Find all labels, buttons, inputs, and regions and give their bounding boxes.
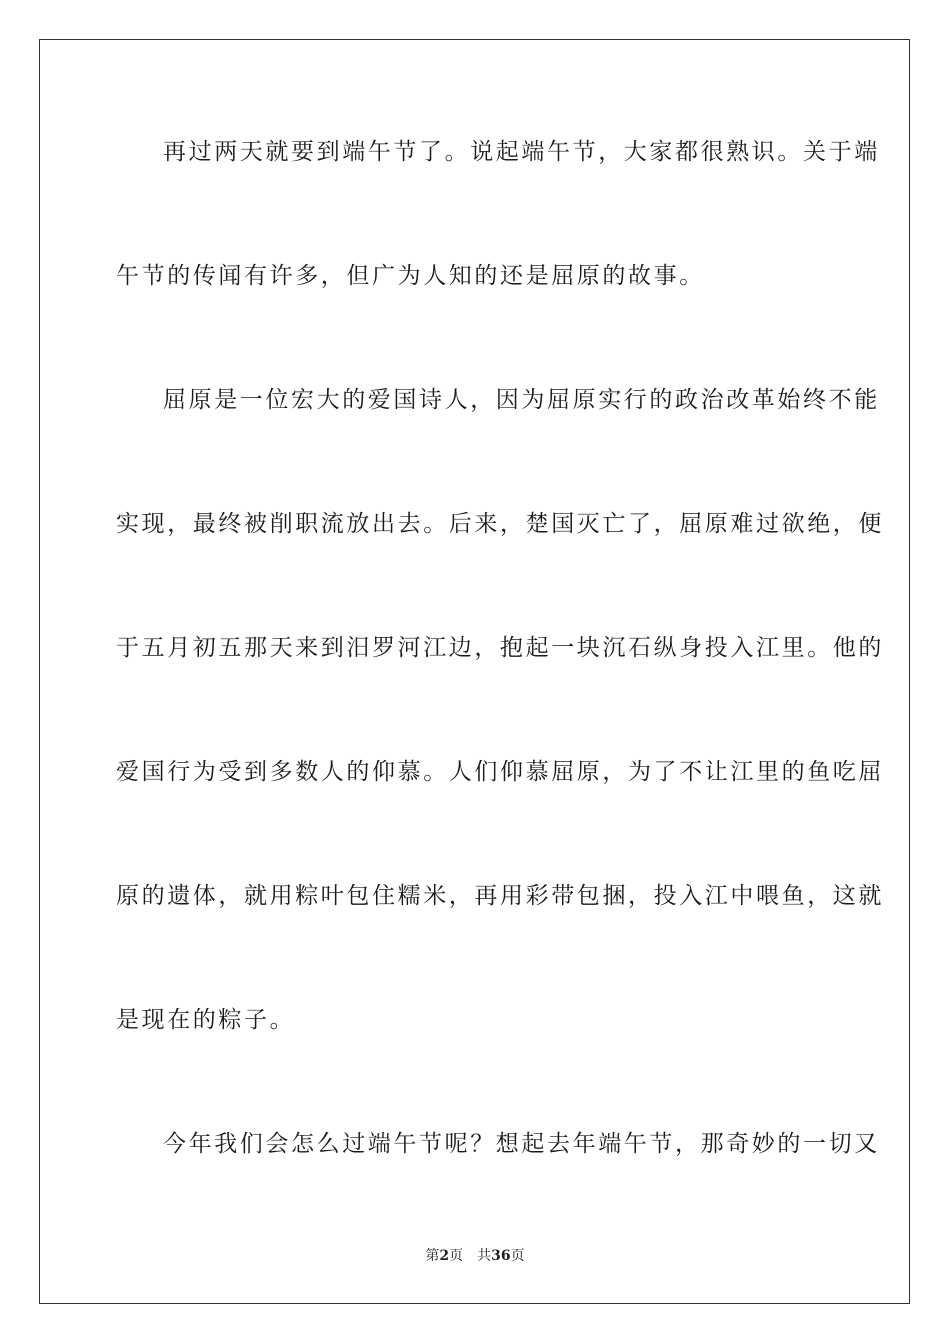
paragraph-2-line-2: 实现，最终被削职流放出去。后来，楚国灭亡了，屈原难过欲绝，便 [116,511,884,537]
paragraph-2-line-3: 于五月初五那天来到汨罗河江边，抱起一块沉石纵身投入江里。他的 [116,635,884,661]
page-number: 2 [439,1248,450,1264]
paragraph-1-line-1: 再过两天就要到端午节了。说起端午节，大家都很熟识。关于端 [163,139,880,165]
total-prefix: 共 [477,1248,492,1264]
paragraph-2-line-5: 原的遗体，就用粽叶包住糯米，再用彩带包捆，投入江中喂鱼，这就 [116,883,884,909]
page-suffix: 页 [449,1248,464,1264]
paragraph-2-line-1: 屈原是一位宏大的爱国诗人，因为屈原实行的政治改革始终不能 [163,387,880,413]
paragraph-3-line-1: 今年我们会怎么过端午节呢？想起去年端午节，那奇妙的一切又 [163,1131,880,1157]
total-suffix: 页 [510,1248,525,1264]
total-pages: 36 [491,1248,511,1264]
page-prefix: 第 [425,1248,440,1264]
paragraph-1-line-2: 午节的传闻有许多，但广为人知的还是屈原的故事。 [116,263,705,289]
paragraph-2-line-4: 爱国行为受到多数人的仰慕。人们仰慕屈原，为了不让江里的鱼吃屈 [116,759,884,785]
page-frame [39,39,910,1304]
paragraph-2-line-6: 是现在的粽子。 [116,1007,296,1033]
page-footer [0,1246,950,1266]
